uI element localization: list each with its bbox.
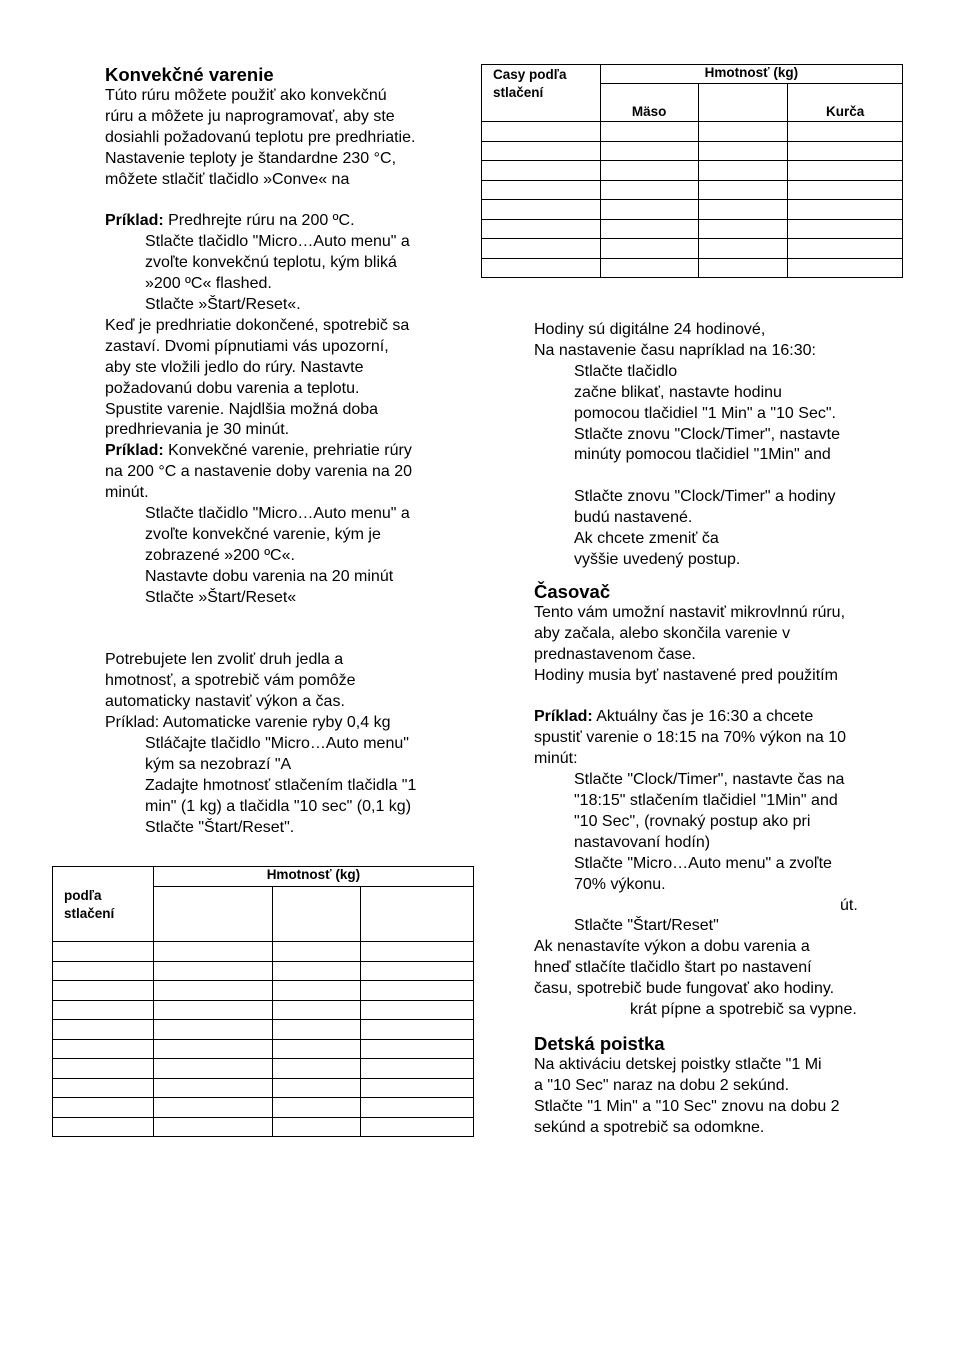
- table-row: [53, 942, 474, 962]
- table-col-header: Casy podľa stlačení: [482, 65, 601, 122]
- step-line: pomocou tlačidiel "1 Min" a "10 Sec".: [574, 404, 836, 422]
- step-line: Stlačte "Clock/Timer", nastavte čas na: [574, 771, 845, 789]
- step-line: vyššie uvedený postup.: [574, 550, 741, 568]
- heading-convection: Konvekčné varenie: [105, 64, 274, 85]
- step-line: Stlačte znovu "Clock/Timer" a hodiny: [574, 488, 836, 506]
- table-row: [53, 981, 474, 1001]
- example-text: Predhrejte rúru na 200 ºC.: [163, 212, 355, 230]
- table-row: [53, 1098, 474, 1118]
- heading-timer: Časovač: [534, 580, 611, 602]
- step-line: zobrazené »200 ºC«.: [145, 546, 295, 564]
- auto-cook-table: [52, 866, 474, 1137]
- text-fragment: út.: [840, 896, 858, 914]
- step-line: začne blikať, nastavte hodinu: [574, 383, 782, 401]
- step-line: "10 Sec", (rovnaký postup ako pri: [574, 812, 811, 830]
- timer-line: minút:: [534, 750, 578, 768]
- table-row: [53, 1000, 474, 1020]
- step-line: nastavovaní hodín): [574, 833, 711, 851]
- table-row: [53, 1059, 474, 1079]
- auto-line: hmotnosť, a spotrebič vám pomôže: [105, 672, 356, 690]
- table-sub-header: [698, 84, 788, 122]
- table-row: [482, 258, 903, 278]
- step-line: Stlačte tlačidlo "Micro…Auto menu" a: [145, 233, 410, 251]
- step-line: Stlačte tlačidlo "Micro…Auto menu" a: [145, 505, 410, 523]
- step-line: budú nastavené.: [574, 509, 693, 527]
- auto-line: automaticky nastaviť výkon a čas.: [105, 693, 345, 711]
- step-line: 70% výkonu.: [574, 875, 666, 893]
- table-row: [53, 1039, 474, 1059]
- step-line: "18:15" stlačením tlačidiel "1Min" and: [574, 792, 838, 809]
- step-line: Stlačte "Štart/Reset": [574, 917, 719, 935]
- intro-line: môžete stlačiť tlačidlo »Conve« na: [105, 170, 350, 188]
- example-2: [105, 441, 470, 462]
- table-weight-header: Hmotnosť (kg): [153, 867, 473, 887]
- table-row: [53, 1020, 474, 1040]
- example-text: Aktuálny čas je 16:30 a chcete: [592, 708, 814, 726]
- auto-line: Príklad: Automaticke varenie ryby 0,4 kg: [105, 714, 391, 732]
- intro-line: Túto rúru môžete použiť ako konvekčnú: [105, 87, 387, 104]
- para-line: predhrievania je 30 minút.: [105, 421, 290, 439]
- step-line: Stláčajte tlačidlo "Micro…Auto menu": [145, 735, 409, 753]
- step-line: zvoľte konvekčnú teplotu, kým bliká: [145, 254, 397, 272]
- timer-line: aby začala, alebo skončila varenie v: [534, 624, 791, 642]
- heading-child-lock: Detská poistka: [534, 1032, 665, 1054]
- timer-line: hneď stlačíte tlačidlo štart po nastavení: [534, 959, 812, 977]
- table-row: [53, 1078, 474, 1098]
- example-1: [105, 211, 470, 232]
- para-line: minút.: [105, 484, 149, 502]
- child-line: a "10 Sec" naraz na dobu 2 sekúnd.: [534, 1076, 790, 1094]
- step-line: »200 ºC« flashed.: [145, 275, 272, 293]
- table-row: [482, 239, 903, 259]
- child-line: Na aktiváciu detskej poistky stlačte "1 Mi: [534, 1055, 822, 1073]
- timer-line: Tento vám umožní nastaviť mikrovlnnú rúru,: [534, 603, 846, 621]
- example-label: Príklad:: [534, 708, 593, 726]
- intro-line: Nastavenie teploty je štandardne 230 °C,: [105, 149, 397, 167]
- timer-line: Ak nenastavíte výkon a dobu varenia a: [534, 938, 810, 956]
- clock-line: Hodiny sú digitálne 24 hodinové,: [534, 321, 766, 338]
- step-line: minúty pomocou tlačidiel "1Min" and: [574, 446, 831, 464]
- defrost-table: [481, 64, 903, 278]
- step-line: Stlačte tlačidlo: [574, 362, 678, 380]
- timer-line: spustiť varenie o 18:15 na 70% výkon na 10: [534, 729, 846, 747]
- table-row: [482, 122, 903, 142]
- timer-line: prednastavenom čase.: [534, 645, 696, 663]
- table-row: [482, 219, 903, 239]
- step-line: Stlačte "Micro…Auto menu" a zvoľte: [574, 854, 832, 872]
- step-line: Stlačte znovu "Clock/Timer", nastavte: [574, 425, 840, 443]
- timer-example: [534, 707, 904, 728]
- step-line: kým sa nezobrazí "A: [145, 755, 292, 773]
- table-row: [53, 961, 474, 981]
- para-line: Spustite varenie. Najdlšia možná doba: [105, 400, 379, 418]
- clock-line: Na nastavenie času napríklad na 16:30:: [534, 341, 816, 359]
- step-line: Ak chcete zmeniť ča: [574, 530, 719, 548]
- para-line: zastaví. Dvomi pípnutiami vás upozorní,: [105, 337, 389, 355]
- right-column: [534, 320, 904, 1139]
- step-line: Stlačte »Štart/Reset«: [145, 588, 297, 606]
- auto-line: Potrebujete len zvoliť druh jedla a: [105, 651, 344, 669]
- example-label: Príklad:: [105, 212, 164, 230]
- child-line: sekúnd a spotrebič sa odomkne.: [534, 1118, 765, 1136]
- child-line: Stlačte "1 Min" a "10 Sec" znovu na dobu 2: [534, 1097, 840, 1115]
- table-row: [482, 141, 903, 161]
- table-row: [482, 180, 903, 200]
- table-row: [53, 1117, 474, 1137]
- table-col-header: podľa stlačení: [53, 867, 154, 942]
- table-sub-header: Mäso: [600, 84, 698, 122]
- step-line: min" (1 kg) a tlačidla "10 sec" (0,1 kg): [145, 797, 412, 815]
- intro-line: rúru a môžete ju naprogramovať, aby ste: [105, 107, 395, 125]
- timer-line: Hodiny musia byť nastavené pred použitím: [534, 666, 838, 684]
- table-sub-header: Kurča: [788, 84, 903, 122]
- table-row: [482, 161, 903, 181]
- example-text: Konvekčné varenie, prehriatie rúry: [163, 442, 412, 460]
- table-weight-header: Hmotnosť (kg): [600, 65, 902, 84]
- para-line: aby ste vložili jedlo do rúry. Nastavte: [105, 358, 364, 376]
- timer-line: času, spotrebič bude fungovať ako hodiny.: [534, 980, 835, 998]
- table-row: [482, 200, 903, 220]
- step-line: Stlačte »Štart/Reset«.: [145, 296, 301, 314]
- para-line: požadovanú dobu varenia a teplotu.: [105, 379, 360, 397]
- step-line: Zadajte hmotnosť stlačením tlačidla "1: [145, 776, 417, 794]
- text-fragment: krát pípne a spotrebič sa vypne.: [630, 1001, 857, 1019]
- step-line: Stlačte "Štart/Reset".: [145, 818, 295, 836]
- step-line: zvoľte konvekčné varenie, kým je: [145, 526, 381, 544]
- para-line: na 200 °C a nastavenie doby varenia na 20: [105, 463, 413, 481]
- example-label: Príklad:: [105, 442, 164, 460]
- left-column: [105, 64, 470, 839]
- para-line: Keď je predhriatie dokončené, spotrebič sa: [105, 316, 410, 334]
- intro-line: dosiahli požadovanú teplotu pre predhriatie.: [105, 128, 416, 146]
- step-line: Nastavte dobu varenia na 20 minút: [145, 567, 394, 585]
